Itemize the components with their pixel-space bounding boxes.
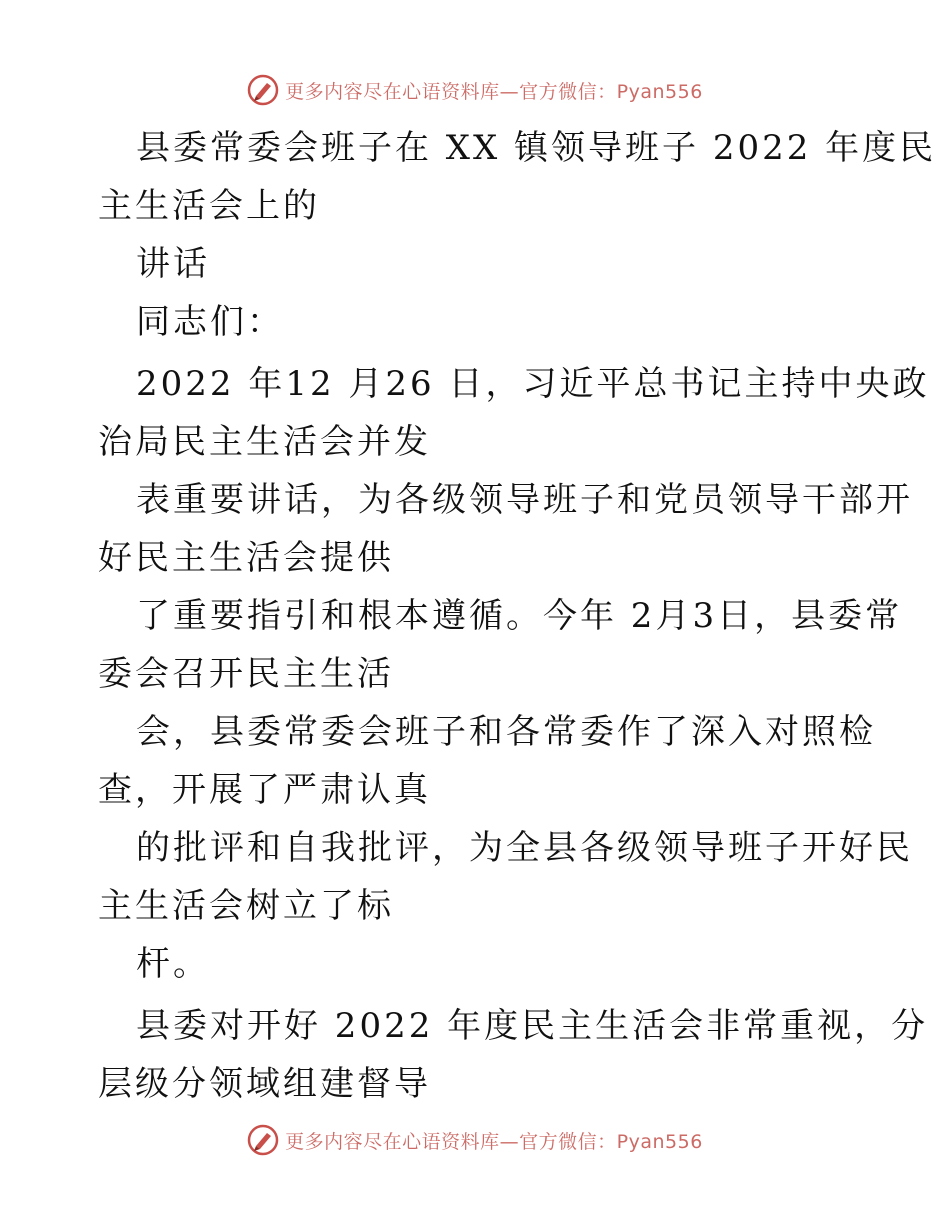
text-line-8: 好民主生活会提供 (98, 538, 394, 578)
text-line-17: 层级分领域组建督导 (98, 1064, 431, 1104)
text-line-9: 了重要指引和根本遵循。今年 2月3日，县委常 (136, 596, 903, 636)
text-line-13: 的批评和自我批评，为全县各级领导班子开好民 (136, 828, 913, 868)
text-line-12: 查，开展了严肃认真 (98, 770, 431, 810)
text-line-16: 县委对开好 2022 年度民主生活会非常重视，分 (136, 1006, 929, 1046)
text-line-4: 同志们： (136, 302, 284, 342)
text-line-10: 委会召开民主生活 (98, 654, 394, 694)
text-line-14: 主生活会树立了标 (98, 886, 394, 926)
footer-banner-text (285, 1127, 703, 1154)
text-line-6: 治局民主生活会并发 (98, 422, 431, 462)
text-line-2: 主生活会上的 (98, 186, 320, 226)
pen-logo-icon (247, 1124, 279, 1156)
footer-wechat-id: Pyan556 (616, 1130, 703, 1153)
text-line-15: 杆。 (136, 944, 210, 984)
text-line-3: 讲话 (136, 244, 210, 284)
header-banner-label: 更多内容尽在心语资料库—官方微信： (285, 80, 617, 103)
text-line-5: 2022 年12 月26 日，习近平总书记主持中央政 (136, 364, 930, 404)
text-line-1: 县委常委会班子在 XX 镇领导班子 2022 年度民 (136, 128, 937, 168)
text-line-11: 会，县委常委会班子和各常委作了深入对照检 (136, 712, 876, 752)
text-line-7: 表重要讲话，为各级领导班子和党员领导干部开 (136, 480, 913, 520)
footer-banner-label: 更多内容尽在心语资料库—官方微信： (285, 1130, 617, 1153)
footer-banner (0, 1120, 950, 1160)
header-wechat-id: Pyan556 (616, 80, 703, 103)
